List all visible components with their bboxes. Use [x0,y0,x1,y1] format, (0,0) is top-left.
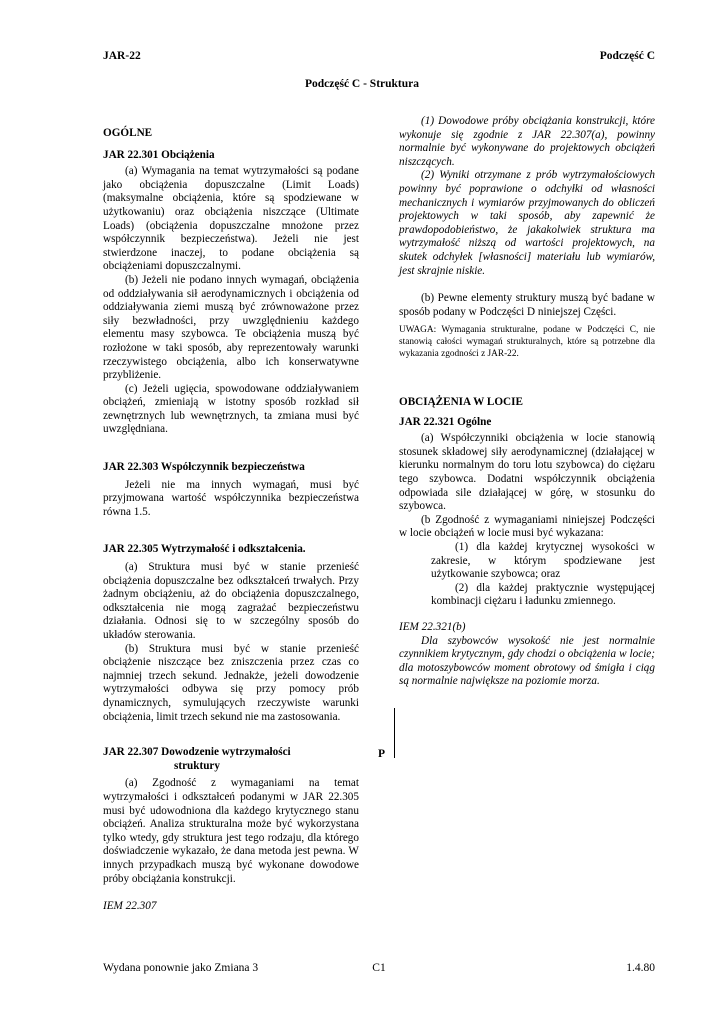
list-item-321-b-1: (1) dla każdej krytycznej wysokości w zakresie, w którym spodziewane jest użytkowanie szybowca; oraz [431,541,655,581]
para-321-b: (b Zgodność z wymaganiami niniejszej Podczęści w locie obciążeń w locie musi być wykazana: [399,513,655,540]
heading-22-307 [103,746,359,773]
list-321-b [399,541,655,609]
heading-22-301: JAR 22.301 Obciążenia [103,148,215,161]
footer-right: 1.4.80 [626,962,655,974]
left-column [103,127,359,914]
heading-22-305: JAR 22.305 Wytrzymałość i odkształcenia. [103,543,306,556]
heading-ogolne: OGÓLNE [103,127,153,139]
iem-22-307-label: IEM 22.307 [103,900,157,913]
heading-22-307-line1: JAR 22.307 Dowodzenie wytrzymałości [103,746,291,759]
para-307-a: (a) Zgodność z wymaganiami na temat wytrzymałości i odkształceń podanymi w JAR 22.305 musi być udowodniona dla każdego krytycznego stanu obciążeń. Analiza strukturalna może być wykorzystana tylko wtedy, gdy struktura jest tego rodzaju, dla którego doświadczenie wykazało, że dana metoda jest pewna. W innych przypadkach muszą być wykonane dowodowe próby obciążania konstrukcji. [103,777,359,885]
para-321-a: (a) Współczynniki obciążenia w locie stanowią stosunek składowej siły aerodynamicznej (działającej w kierunku normalnym do toru lotu szybowca) do ciężaru tego szybowca. Dodatni współczynnik obciążenia odpowiada sile działającej w górę, w stosunku do szybowca. [399,432,655,513]
para-307-b: (b) Pewne elementy struktury muszą być badane w sposób podany w Podczęści D niniejszej Części. [399,292,655,318]
header-left: JAR-22 [103,50,141,62]
heading-22-307-line2: struktury [174,759,220,772]
header-right: Podczęść C [599,50,655,62]
right-column [399,115,655,689]
iem-307-item-2: (2) Wyniki otrzymane z prób wytrzymałościowych powinny być poprawione o odchyłki od własności mechanicznych i wymiarów przyjmowanych do obliczeń projektowych w taki sposób, aby zapewnić że prawdopodobieństwo, że jakakolwiek struktura ma wytrzymałość niższą od wartości projektowych, na skutek odchyłek [własności] materiału lub wymiarów, jest skrajnie niskie. [399,169,655,277]
list-item-321-b-2: (2) dla każdej praktycznie występującej kombinacji ciężaru i ładunku zmiennego. [431,581,655,608]
heading-22-321: JAR 22.321 Ogólne [399,415,492,428]
iem-22-321b-label: IEM 22.321(b) [399,621,466,633]
para-301-b: (b) Jeżeli nie podano innych wymagań, obciążenia od oddziaływania sił aerodynamicznych i obciążenia od oddziaływania ziemi muszą być zrównoważone przez siły bezwładności, przy uwzględnieniu każdego elementu masy szybowca. Te obciążenia muszą być rozłożone w taki sposób, aby reprezentowały warunki rzeczywistego obciążenia, albo ich konserwatywne przybliżenie. [103,273,359,382]
heading-22-303: JAR 22.303 Współczynnik bezpieczeństwa [103,461,305,474]
para-305-a: (a) Struktura musi być w stanie przenieść obciążenia dopuszczalne bez odkształceń trwałych. Przy żadnym obciążeniu, aż do obciążenia dopuszczalnego, odkształcenia nie mogą zagrażać bezpieczeństwu działania. Odnosi się to w szczególny sposób do układów sterowania. [103,561,359,641]
change-bar [394,708,395,758]
para-301-a: (a) Wymagania na temat wytrzymałości są podane jako obciążenia dopuszczalne (Limit Loads) (maksymalne obciążenia, które są spodziewane w użytkowaniu) oraz obciążenia niszczące (Ultimate Loads) (obciążenia dopuszczalne mnożone przez współczynnik bezpieczeństwa). Jeżeli nie jest stwierdzone inaczej, to podane obciążenia są obciążeniami dopuszczalnymi. [103,165,359,273]
heading-flight-loads: OBCIĄŻENIA W LOCIE [399,396,523,409]
iem-22-321b-text: Dla szybowców wysokość nie jest normalnie czynnikiem krytycznym, gdy chodzi o obciążenia w locie; dla motoszybowców moment obrotowy od śmigła i ciąg są normalnie największe na poziomie morza. [399,634,655,688]
footer-left: Wydana ponownie jako Zmiana 3 [103,962,259,974]
change-marker: P [378,748,386,760]
page-title: Podczęść C - Struktura [304,78,420,90]
uwaga-note: UWAGA: Wymagania strukturalne, podane w Podczęści C, nie stanowią całości wymagań strukturalnych, które są potrzebne dla wykazania zgodności z JAR-22. [399,325,655,359]
footer-page-number: C1 [372,962,386,974]
iem-307-item-1: (1) Dowodowe próby obciążania konstrukcji, które wykonuje się zgodnie z JAR 22.307(a), powinny normalnie być wykonywane do projektowych obciążeń niszczących. [399,115,655,168]
para-305-b: (b) Struktura musi być w stanie przenieść obciążenie niszczące bez zniszczenia przez czas co najmniej trzech sekund. Jednakże, jeżeli dowodzenie wytrzymałości odbywa się przy pomocy prób dynamicznych, symulujących rzeczywiste warunki obciążenia, limit trzech sekund nie ma zastosowania. [103,642,359,723]
para-301-c: (c) Jeżeli ugięcia, spowodowane oddziaływaniem obciążeń, zmieniają w istotny sposób rozkład sił zewnętrznych lub wewnętrznych, ta zmiana musi być uwzględniana. [103,382,359,436]
para-303: Jeżeli nie ma innych wymagań, musi być przyjmowana wartość współczynnika bezpieczeństwa równa 1.5. [103,478,359,518]
